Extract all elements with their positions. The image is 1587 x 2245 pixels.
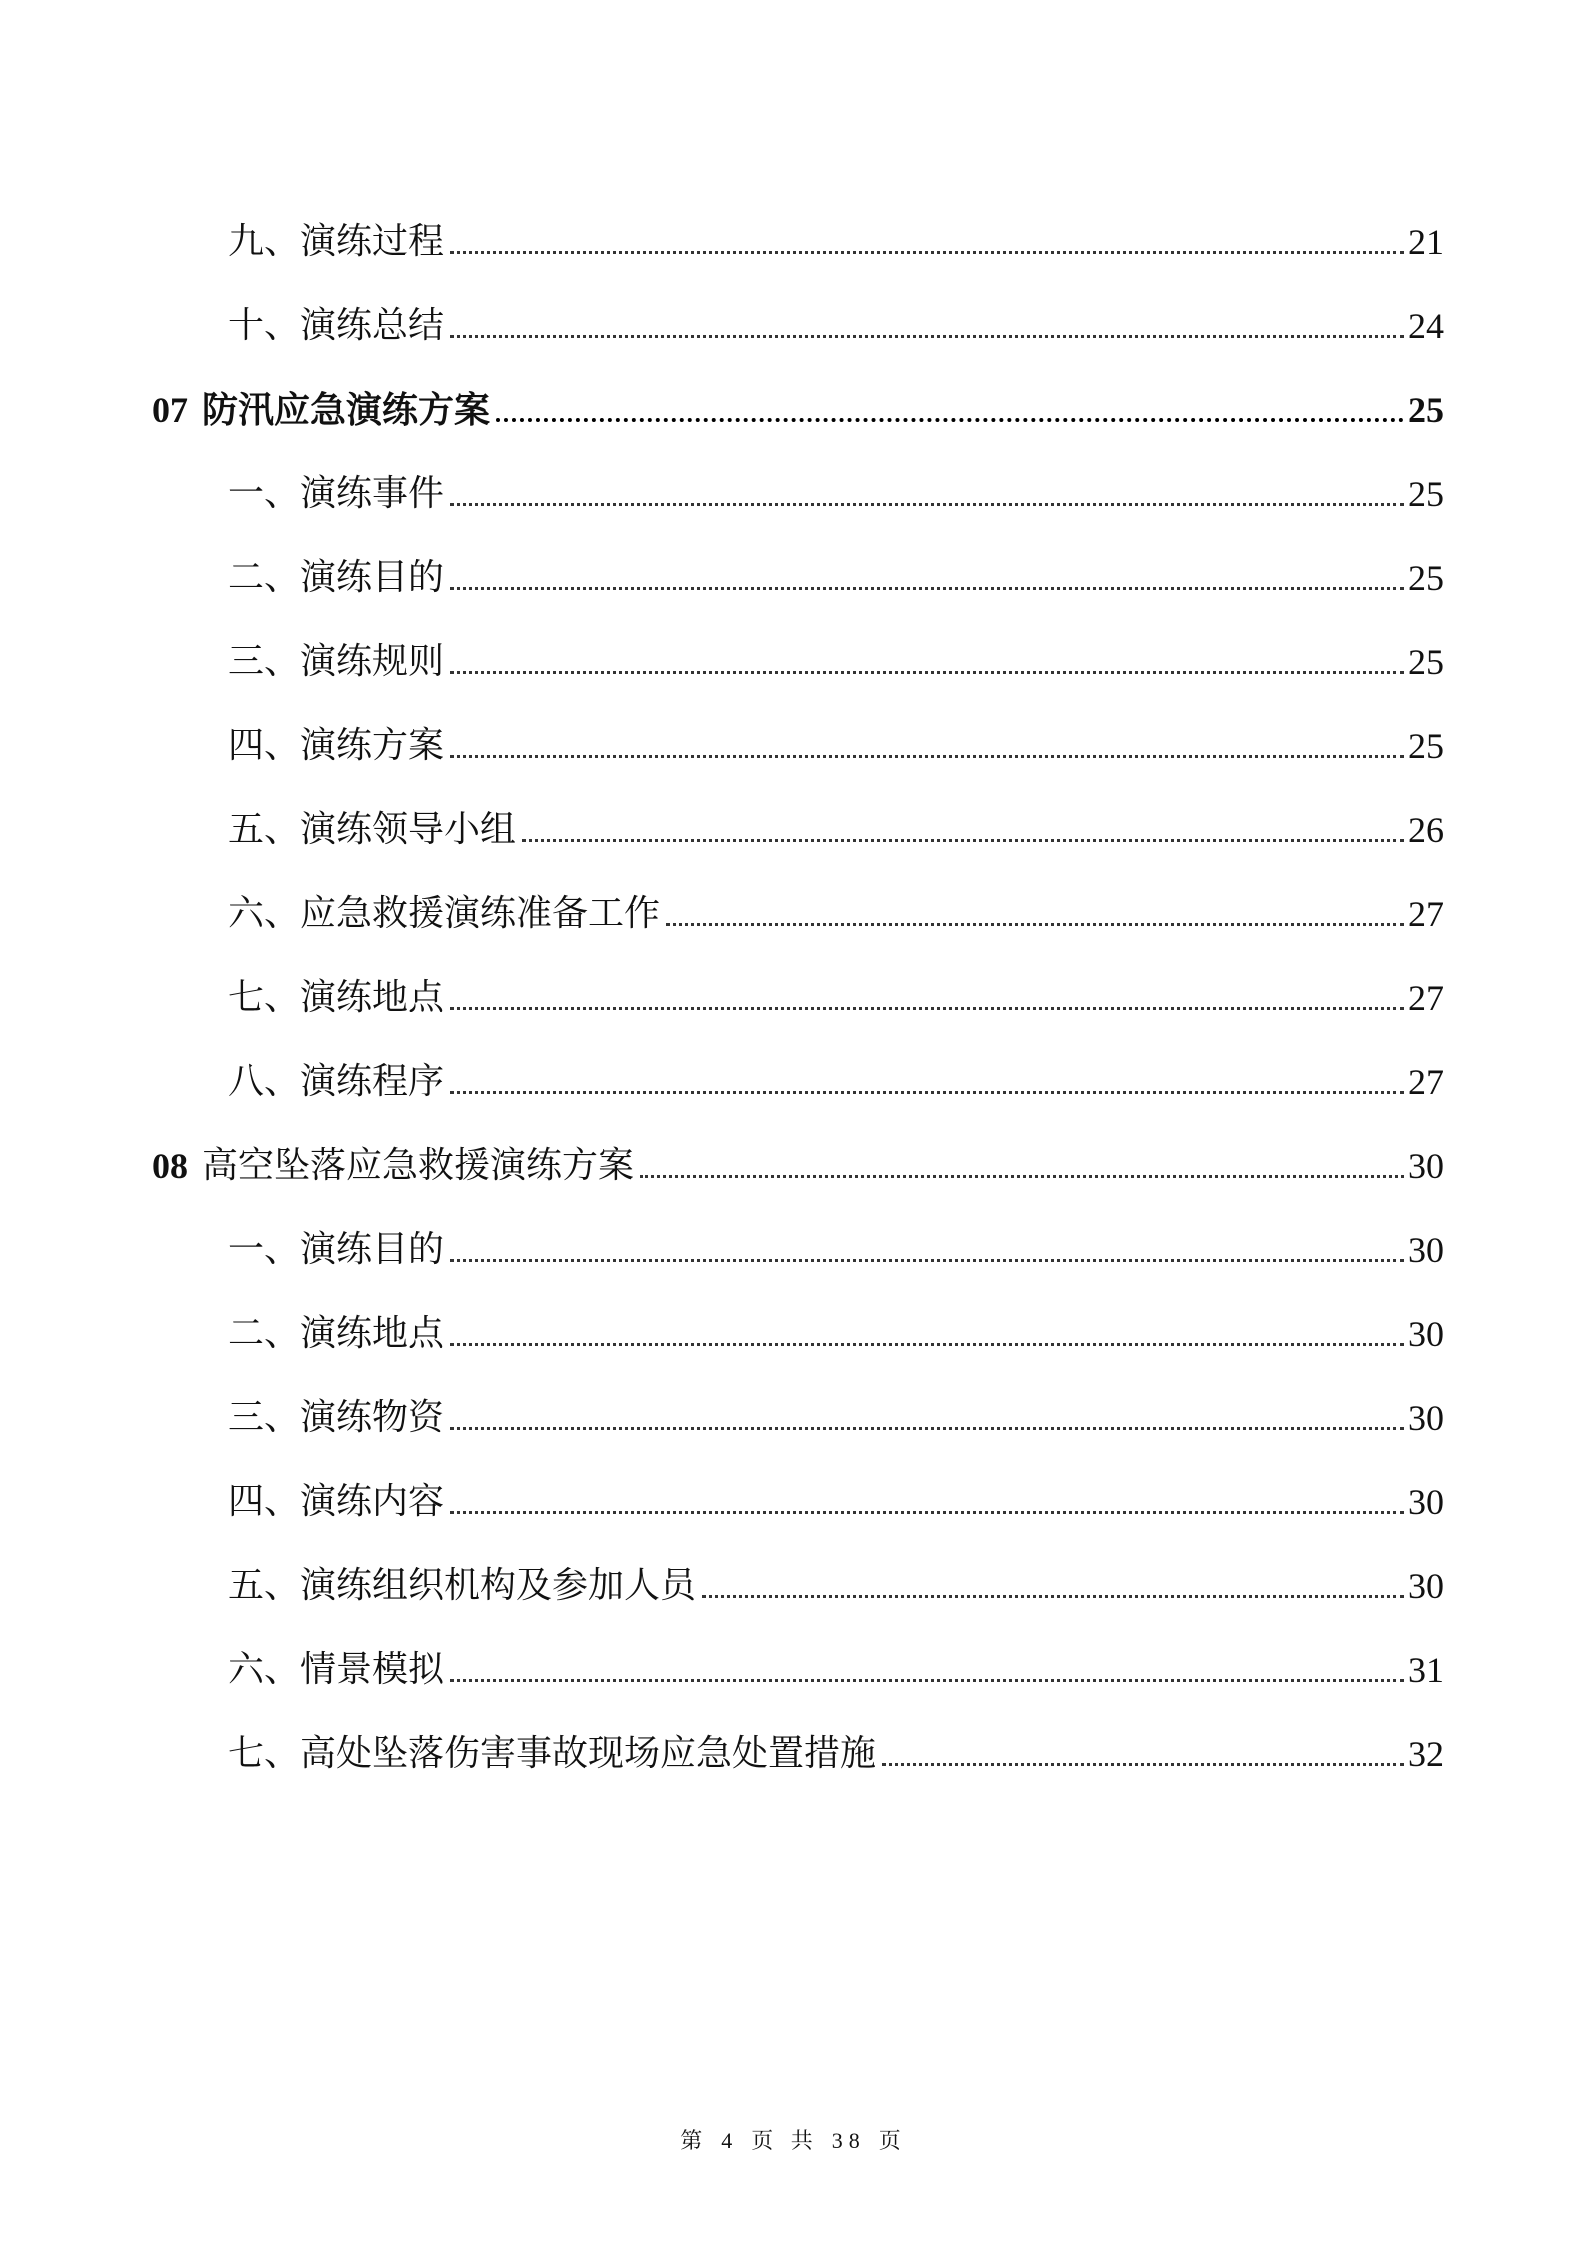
toc-entry[interactable]: [228, 1712, 1444, 1772]
toc-entry-page: 25: [1408, 558, 1444, 598]
toc-entry[interactable]: [228, 536, 1444, 596]
footer-suffix: 页: [878, 2128, 907, 2153]
toc-entry-page: 27: [1408, 978, 1444, 1018]
dot-leader: [450, 1259, 1404, 1262]
toc-entry[interactable]: [228, 1544, 1444, 1604]
toc-entry-title: 三、演练物资: [228, 1397, 445, 1438]
toc-entry[interactable]: [228, 620, 1444, 680]
footer-total-pages: 38: [831, 2128, 866, 2153]
toc-entry[interactable]: [228, 1292, 1444, 1352]
dot-leader: [450, 1007, 1404, 1010]
toc-entry[interactable]: [228, 956, 1444, 1016]
toc-entry-page: 31: [1408, 1650, 1444, 1690]
dot-leader: [640, 1175, 1404, 1178]
toc-chapter-number: 07: [152, 390, 188, 430]
toc-entry-page: 30: [1408, 1398, 1444, 1438]
dot-leader: [450, 1343, 1404, 1346]
toc-entry-page: 30: [1408, 1314, 1444, 1354]
toc-entry-title: 七、高处坠落伤害事故现场应急处置措施: [228, 1733, 877, 1774]
toc-entry-page: 26: [1408, 810, 1444, 850]
toc-entry-page: 30: [1408, 1566, 1444, 1606]
toc-entry[interactable]: [228, 452, 1444, 512]
toc-entry-title: 二、演练地点: [228, 1313, 445, 1354]
toc-entry-page: 25: [1408, 390, 1444, 430]
toc-entry[interactable]: [228, 284, 1444, 344]
dot-leader: [450, 1511, 1404, 1514]
toc-entry-page: 27: [1408, 1062, 1444, 1102]
toc-entry-title: 三、演练规则: [228, 641, 445, 682]
toc-entry-title: 六、情景模拟: [228, 1649, 445, 1690]
toc-entry-title: 五、演练领导小组: [228, 809, 517, 850]
dot-leader: [496, 418, 1404, 422]
footer-prefix: 第: [680, 2128, 709, 2153]
footer-mid: 页 共: [751, 2128, 819, 2153]
dot-leader: [450, 251, 1404, 254]
dot-leader: [450, 503, 1404, 506]
toc-entry-title: 防汛应急演练方案: [202, 389, 491, 431]
toc-entry[interactable]: [228, 1040, 1444, 1100]
toc-entry-page: 32: [1408, 1734, 1444, 1774]
toc-entry-title: 九、演练过程: [228, 221, 445, 262]
toc-chapter-entry[interactable]: [152, 368, 1444, 431]
dot-leader: [450, 335, 1404, 338]
toc-entry-page: 30: [1408, 1146, 1444, 1186]
toc-entry[interactable]: [228, 788, 1444, 848]
dot-leader: [450, 671, 1404, 674]
toc-entry[interactable]: [228, 872, 1444, 932]
toc-entry[interactable]: [228, 1208, 1444, 1268]
toc-entry-title: 四、演练方案: [228, 725, 445, 766]
dot-leader: [522, 839, 1404, 842]
toc-entry-title: 十、演练总结: [228, 305, 445, 346]
page-footer: [0, 2124, 1587, 2155]
dot-leader: [450, 755, 1404, 758]
toc-entry-title: 四、演练内容: [228, 1481, 445, 1522]
toc-chapter-entry[interactable]: [152, 1124, 1444, 1184]
toc-entry-page: 25: [1408, 474, 1444, 514]
toc-entry[interactable]: [228, 200, 1444, 260]
toc-entry[interactable]: [228, 1460, 1444, 1520]
toc-entry[interactable]: [228, 1628, 1444, 1688]
dot-leader: [450, 587, 1404, 590]
toc-entry-title: 二、演练目的: [228, 557, 445, 598]
toc-entry[interactable]: [228, 1376, 1444, 1436]
toc-entry-title: 六、应急救援演练准备工作: [228, 893, 661, 934]
toc-entry-page: 25: [1408, 726, 1444, 766]
toc-entry-page: 30: [1408, 1482, 1444, 1522]
toc-entry-page: 30: [1408, 1230, 1444, 1270]
dot-leader: [450, 1091, 1404, 1094]
toc-entry-page: 24: [1408, 306, 1444, 346]
toc-entry-title: 一、演练目的: [228, 1229, 445, 1270]
toc-entry-title: 一、演练事件: [228, 473, 445, 514]
dot-leader: [882, 1763, 1404, 1766]
toc-entry-title: 八、演练程序: [228, 1061, 445, 1102]
dot-leader: [702, 1595, 1404, 1598]
toc-entry[interactable]: [228, 704, 1444, 764]
toc-entry-page: 27: [1408, 894, 1444, 934]
dot-leader: [450, 1679, 1404, 1682]
toc-entry-page: 21: [1408, 222, 1444, 262]
toc-entry-page: 25: [1408, 642, 1444, 682]
toc-entry-title: 高空坠落应急救援演练方案: [202, 1145, 635, 1186]
toc-chapter-number: 08: [152, 1146, 188, 1186]
toc-entry-title: 七、演练地点: [228, 977, 445, 1018]
footer-current-page: 4: [721, 2128, 739, 2153]
dot-leader: [666, 923, 1404, 926]
dot-leader: [450, 1427, 1404, 1430]
toc-entry-title: 五、演练组织机构及参加人员: [228, 1565, 697, 1606]
